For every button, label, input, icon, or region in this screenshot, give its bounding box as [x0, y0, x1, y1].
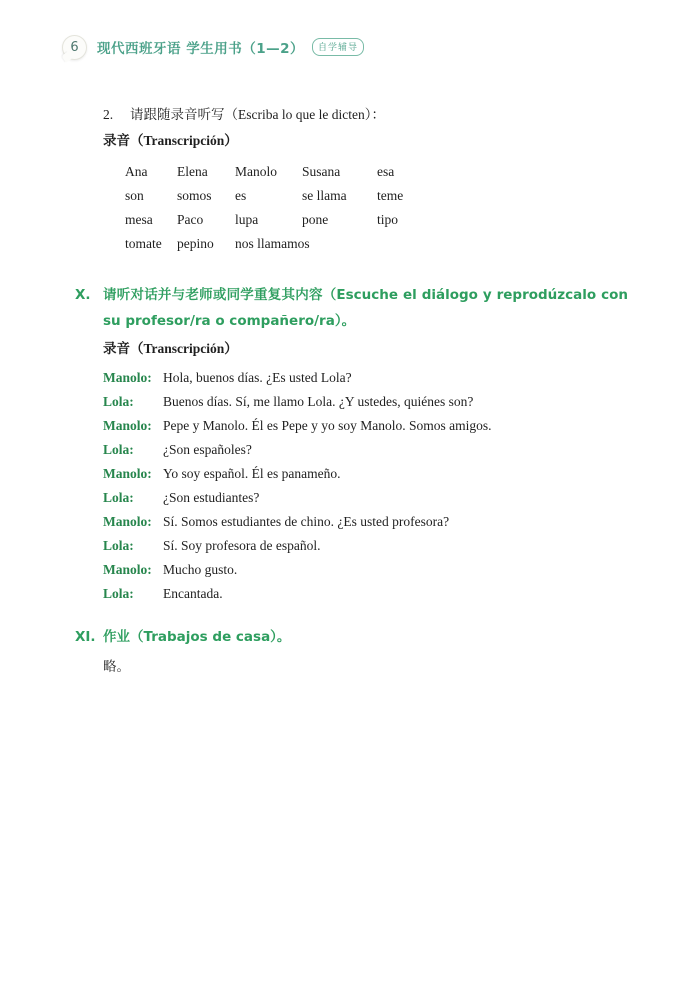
- section-numeral: XI.: [75, 629, 96, 645]
- word-cell: lupa: [235, 212, 259, 227]
- word-cell: son: [125, 188, 144, 203]
- dialogue-row: [103, 414, 628, 438]
- page-number-badge: [62, 35, 87, 60]
- word-row: [125, 184, 700, 208]
- word-cell: mesa: [125, 212, 153, 227]
- speaker-name: Manolo:: [103, 466, 152, 481]
- dictation-number: 2.: [103, 107, 114, 122]
- word-cell: somos: [177, 188, 212, 203]
- dictation-title: [103, 104, 700, 126]
- dialogue-row: [103, 462, 628, 486]
- speaker-line: Yo soy español. Él es panameño.: [163, 466, 341, 481]
- homework-body: 略。: [103, 659, 130, 674]
- speaker-line: Buenos días. Sí, me llamo Lola. ¿Y ustedes, quiénes son?: [163, 394, 474, 409]
- word-cell: esa: [377, 164, 395, 179]
- dialogue-row: [103, 558, 628, 582]
- speaker-name: Manolo:: [103, 370, 152, 385]
- word-cell: Manolo: [235, 164, 277, 179]
- word-cell: tipo: [377, 212, 399, 227]
- speaker-name: Lola:: [103, 490, 134, 505]
- word-cell: teme: [377, 188, 404, 203]
- dialogue-row: [103, 534, 628, 558]
- dictation-title-zh: 请跟随录音听写: [130, 107, 225, 122]
- dialogue-row: [103, 366, 628, 390]
- word-cell: se llama: [302, 188, 347, 203]
- dialogue-row: [103, 486, 628, 510]
- word-cell: Paco: [177, 212, 204, 227]
- dialogue-row: [103, 390, 628, 414]
- speaker-name: Manolo:: [103, 562, 152, 577]
- word-cell: pone: [302, 212, 329, 227]
- section-heading-row: [75, 624, 628, 650]
- word-row: [125, 232, 700, 256]
- speaker-name: Lola:: [103, 442, 134, 457]
- speaker-line: ¿Son españoles?: [163, 442, 252, 457]
- word-cell: pepino: [177, 236, 214, 251]
- word-row: [125, 208, 700, 232]
- transcript-label: 录音（Transcripción）: [103, 133, 238, 148]
- word-cell: Ana: [125, 164, 148, 179]
- section-heading: 请听对话并与老师或同学重复其内容（Escuche el diálogo y reprodúzcalo con su profesor/ra o compañero/ra）。: [103, 287, 628, 329]
- dialogue-row: [103, 510, 628, 534]
- speaker-line: Hola, buenos días. ¿Es usted Lola?: [163, 370, 352, 385]
- word-cell: es: [235, 188, 247, 203]
- speaker-line: Encantada.: [163, 586, 223, 601]
- dialogue-row: [103, 582, 628, 606]
- section-homework: [75, 624, 628, 678]
- word-cell: Elena: [177, 164, 208, 179]
- section-numeral: X.: [75, 287, 91, 303]
- word-row: [125, 160, 700, 184]
- section-dictation: [103, 104, 700, 256]
- dialogue-row: [103, 438, 628, 462]
- section-heading: 作业（Trabajos de casa）。: [103, 629, 291, 645]
- speaker-line: Mucho gusto.: [163, 562, 238, 577]
- dialogue: [103, 366, 628, 606]
- speaker-line: ¿Son estudiantes?: [163, 490, 260, 505]
- section-listening: [75, 282, 628, 606]
- word-cell: Susana: [302, 164, 341, 179]
- speaker-name: Lola:: [103, 586, 134, 601]
- speaker-name: Manolo:: [103, 514, 152, 529]
- speaker-name: Lola:: [103, 538, 134, 553]
- dictation-title-es: （Escriba lo que le dicten）：: [224, 107, 385, 122]
- word-cell: tomate: [125, 236, 162, 251]
- section-heading-row: [75, 282, 628, 334]
- page-header: [62, 34, 700, 60]
- word-cell: nos llamamos: [235, 236, 310, 251]
- transcript-label: 录音（Transcripción）: [103, 341, 238, 356]
- speaker-line: Pepe y Manolo. Él es Pepe y yo soy Manolo. Somos amigos.: [163, 418, 492, 433]
- word-table: [125, 160, 700, 256]
- speaker-name: Manolo:: [103, 418, 152, 433]
- book-title: 现代西班牙语 学生用书（1—2）: [97, 41, 304, 57]
- speaker-line: Sí. Soy profesora de español.: [163, 538, 321, 553]
- page-number: 6: [70, 39, 79, 55]
- speaker-line: Sí. Somos estudiantes de chino. ¿Es usted profesora?: [163, 514, 450, 529]
- self-study-badge: 自学辅导: [312, 38, 364, 56]
- speaker-name: Lola:: [103, 394, 134, 409]
